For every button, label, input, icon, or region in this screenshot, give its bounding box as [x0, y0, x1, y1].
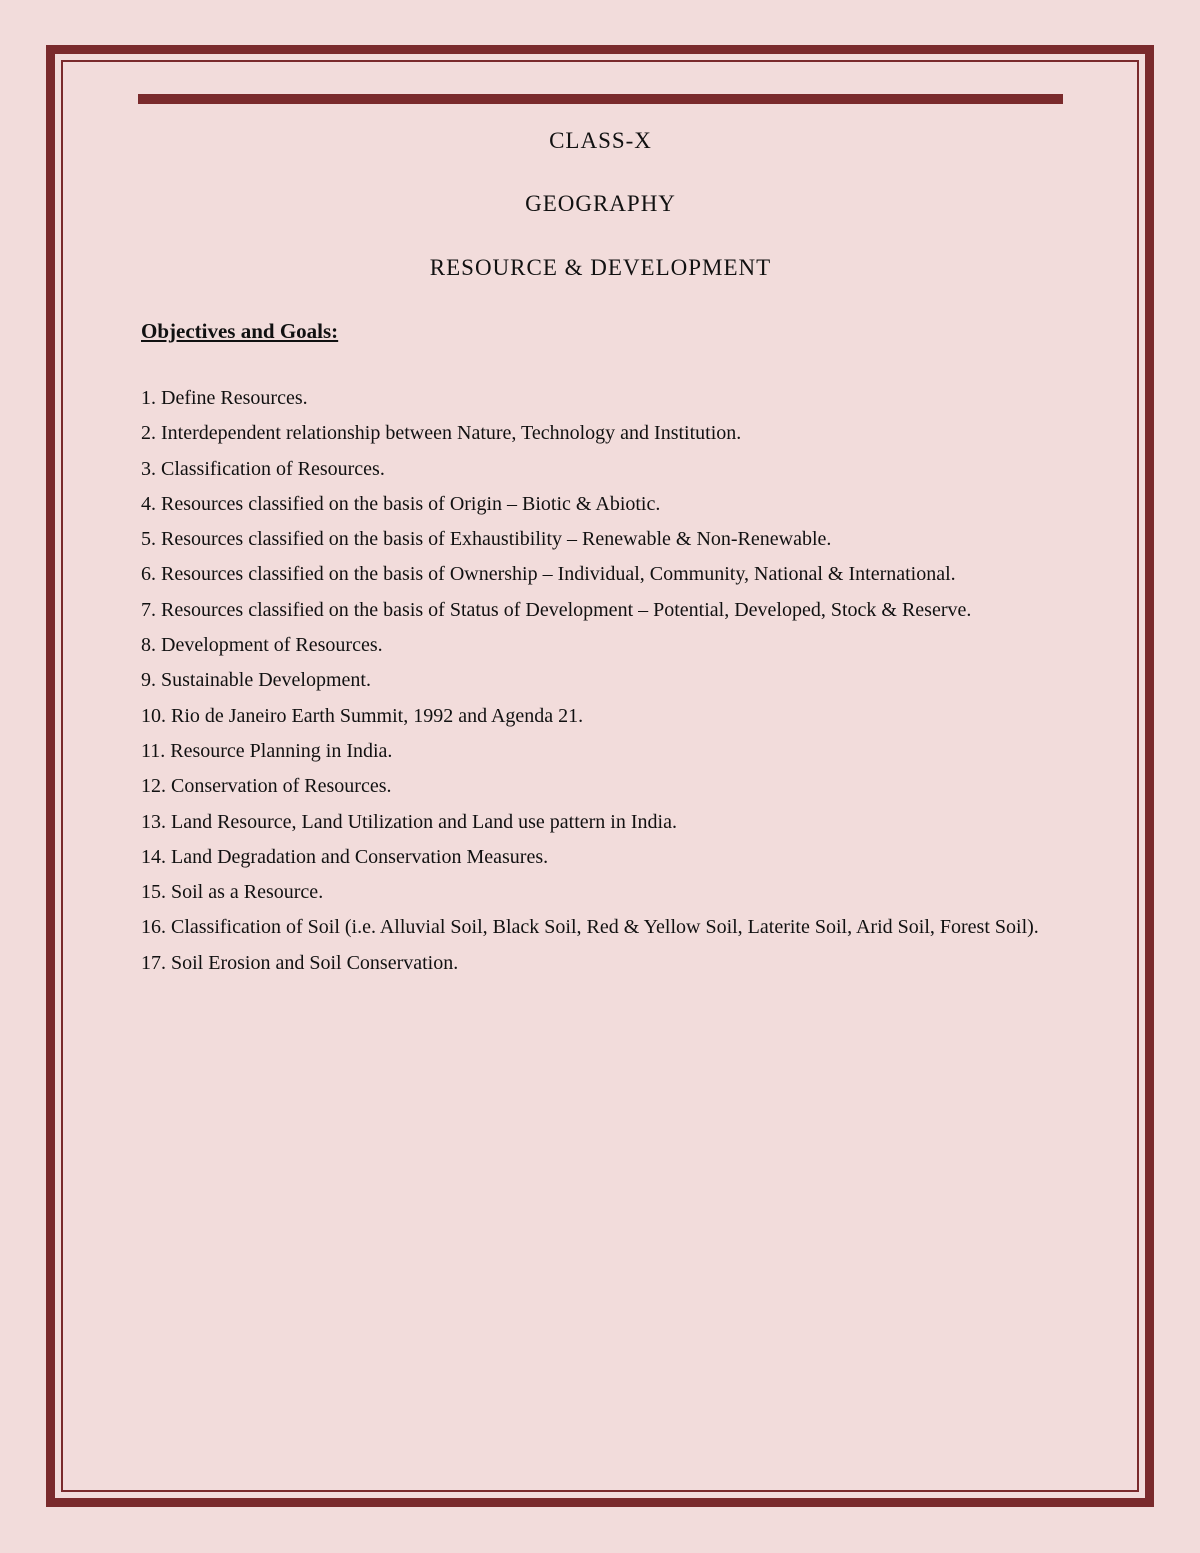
list-item: 5. Resources classified on the basis of Exhaustibility – Renewable & Non-Renewable. — [141, 528, 832, 551]
list-item: 13. Land Resource, Land Utilization and Land use pattern in India. — [141, 810, 677, 833]
list-item: 9. Sustainable Development. — [141, 669, 371, 692]
list-item: 1. Define Resources. — [141, 387, 308, 409]
subject-heading: GEOGRAPHY — [525, 191, 676, 216]
list-item: 17. Soil Erosion and Soil Conservation. — [141, 951, 459, 974]
list-item: 10. Rio de Janeiro Earth Summit, 1992 and Agenda 21. — [141, 704, 584, 727]
list-item: 12. Conservation of Resources. — [141, 775, 392, 798]
list-item: 15. Soil as a Resource. — [141, 881, 324, 904]
list-item: 16. Classification of Soil (i.e. Alluvial Soil, Black Soil, Red & Yellow Soil, Laterite Soil, Arid Soil, Forest Soil). — [141, 916, 1039, 939]
objectives-list — [141, 381, 1041, 981]
objectives-title: Objectives and Goals: — [141, 319, 339, 343]
list-item: 6. Resources classified on the basis of Ownership – Individual, Community, National & International. — [141, 563, 956, 586]
list-item: 14. Land Degradation and Conservation Measures. — [141, 845, 549, 868]
list-item: 2. Interdependent relationship between Nature, Technology and Institution. — [141, 422, 742, 445]
list-item: 11. Resource Planning in India. — [141, 739, 393, 762]
top-divider-rule — [138, 94, 1063, 104]
list-item: 3. Classification of Resources. — [141, 457, 385, 480]
list-item: 4. Resources classified on the basis of Origin – Biotic & Abiotic. — [141, 492, 661, 515]
list-item: 7. Resources classified on the basis of Status of Development – Potential, Developed, Stock & Reserve. — [141, 598, 972, 621]
chapter-heading: RESOURCE & DEVELOPMENT — [429, 255, 772, 280]
class-heading: CLASS-X — [549, 128, 652, 153]
list-item: 8. Development of Resources. — [141, 634, 383, 657]
